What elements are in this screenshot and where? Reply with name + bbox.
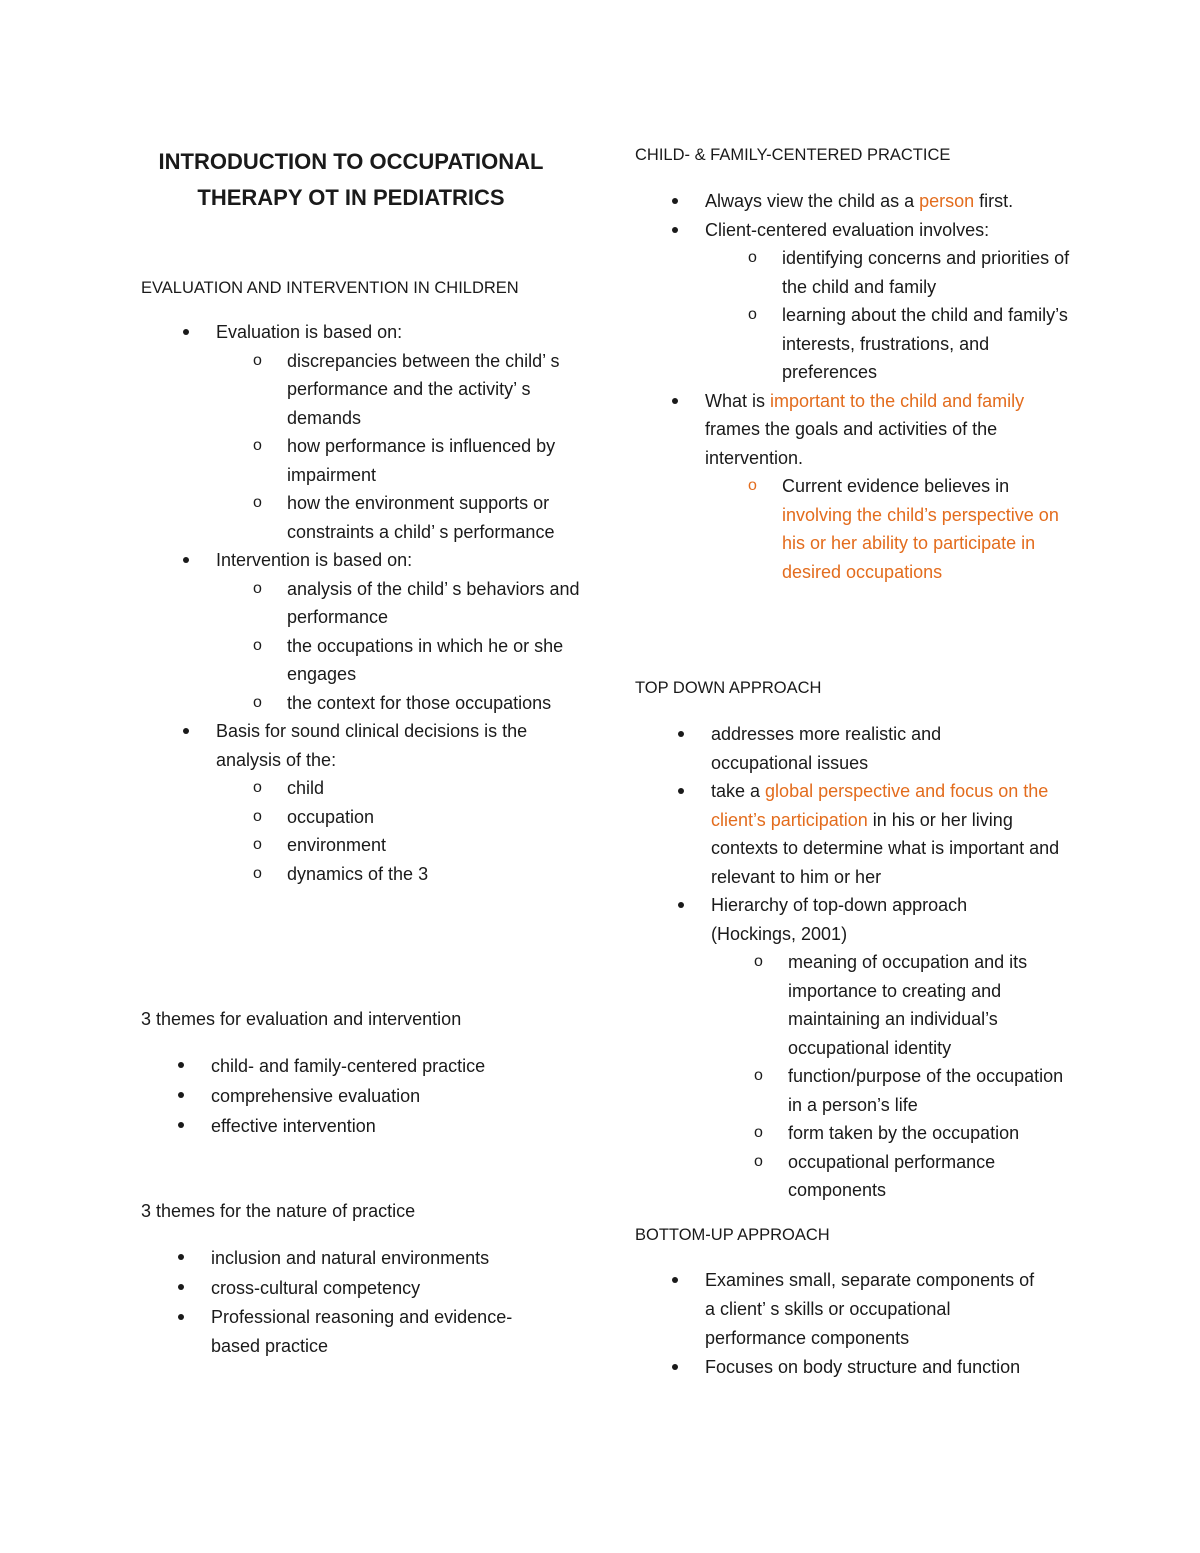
- list-item: cross-cultural competency: [140, 1273, 580, 1303]
- list-item: Professional reasoning and evidence-based practice: [140, 1303, 556, 1360]
- list-item: effective intervention: [140, 1111, 580, 1141]
- themes-evaluation-heading: 3 themes for evaluation and intervention: [141, 1009, 462, 1029]
- circle-bullet-icon: o: [754, 1124, 763, 1141]
- list-item: o Current evidence believes in involving the child’s perspective on his or her ability to participate in desired occupations: [634, 472, 1072, 586]
- themes-evaluation-list: [140, 1051, 580, 1141]
- circle-bullet-icon: o: [253, 437, 262, 454]
- list-item: addresses more realistic and occupational issues: [640, 720, 991, 777]
- circle-bullet-icon: o: [253, 351, 262, 369]
- circle-bullet-icon: o: [253, 693, 262, 711]
- circle-bullet-icon: o: [748, 306, 757, 323]
- list-item: What is important to the child and family frames the goals and activities of the intervention.: [634, 387, 1063, 473]
- list-item: o environment: [140, 831, 580, 860]
- list-item: Basis for sound clinical decisions is the analysis of the:: [140, 717, 580, 774]
- bottom-up-list: [634, 1266, 1074, 1382]
- list-item: comprehensive evaluation: [140, 1081, 580, 1111]
- list-item: o identifying concerns and priorities of the child and family: [634, 244, 1072, 301]
- top-down-list: [640, 720, 1064, 1205]
- bottom-up-heading: BOTTOM-UP APPROACH: [635, 1226, 830, 1244]
- list-item: Evaluation is based on:: [140, 318, 580, 347]
- list-item: o discrepancies between the child’ s performance and the activity’ s demands: [140, 347, 580, 433]
- circle-bullet-icon: o: [253, 579, 262, 597]
- circle-bullet-icon: o: [754, 1152, 763, 1170]
- list-item: o the occupations in which he or she engages: [140, 632, 580, 689]
- list-item: o dynamics of the 3: [140, 860, 580, 889]
- circle-bullet-icon: o: [253, 636, 262, 654]
- circle-bullet-icon: o: [748, 249, 757, 266]
- circle-bullet-icon: o: [748, 477, 757, 494]
- themes-practice-heading: 3 themes for the nature of practice: [141, 1201, 416, 1221]
- list-item: Client-centered evaluation involves:: [634, 216, 1074, 245]
- circle-bullet-icon: o: [253, 864, 262, 882]
- circle-bullet-icon: o: [253, 836, 262, 853]
- list-item: o analysis of the child’ s behaviors and performance: [140, 575, 580, 632]
- evaluation-list: [140, 318, 580, 888]
- circle-bullet-icon: o: [754, 1067, 763, 1084]
- top-down-heading: TOP DOWN APPROACH: [635, 679, 822, 697]
- list-item: o occupational performance components: [640, 1148, 1076, 1205]
- circle-bullet-icon: o: [754, 953, 763, 970]
- cfcp-heading: CHILD- & FAMILY-CENTERED PRACTICE: [635, 146, 951, 164]
- themes-practice-list: [140, 1243, 580, 1360]
- list-item: Intervention is based on:: [140, 546, 580, 575]
- circle-bullet-icon: o: [253, 807, 262, 825]
- list-item: Focuses on body structure and function: [634, 1353, 1074, 1382]
- list-item: o how the environment supports or constraints a child’ s performance: [140, 489, 580, 546]
- list-item: Examines small, separate components of a client’ s skills or occupational performance components: [634, 1266, 1045, 1353]
- list-item: child- and family-centered practice: [140, 1051, 580, 1081]
- list-item: take a global perspective and focus on the client’s participation in his or her living contexts to determine what is important and relevant to him or her: [640, 777, 1061, 891]
- list-item: o meaning of occupation and its importance to creating and maintaining an individual’s occupational identity: [640, 948, 1076, 1062]
- list-item: inclusion and natural environments: [140, 1243, 580, 1273]
- list-item: Always view the child as a person first.: [634, 187, 1074, 216]
- list-item: o how performance is influenced by impairment: [140, 432, 580, 489]
- list-item: Hierarchy of top-down approach (Hockings, 2001): [640, 891, 1011, 948]
- cfcp-list: [634, 187, 1074, 586]
- evaluation-heading: EVALUATION AND INTERVENTION IN CHILDREN: [141, 279, 519, 297]
- list-item: o occupation: [140, 803, 580, 832]
- document-title: INTRODUCTION TO OCCUPATIONAL THERAPY OT IN PEDIATRICS: [158, 149, 544, 210]
- circle-bullet-icon: o: [253, 494, 262, 511]
- list-item: o function/purpose of the occupation in a person’s life: [640, 1062, 1076, 1119]
- circle-bullet-icon: o: [253, 779, 262, 796]
- list-item: o child: [140, 774, 580, 803]
- list-item: o learning about the child and family’s interests, frustrations, and preferences: [634, 301, 1072, 387]
- list-item: o form taken by the occupation: [640, 1119, 1076, 1148]
- list-item: o the context for those occupations: [140, 689, 580, 718]
